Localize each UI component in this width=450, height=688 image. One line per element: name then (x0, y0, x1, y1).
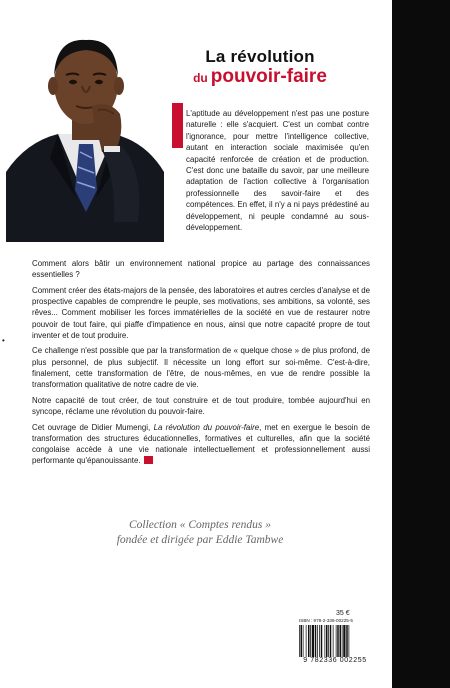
body-paragraph: Notre capacité de tout créer, de tout construire et de tout produire, tombée aujourd'hui en syncope, réclame une révolution du pouvoir-faire. (32, 395, 370, 416)
title-main: pouvoir-faire (210, 66, 327, 87)
collection-credit (60, 518, 340, 548)
book-title (160, 48, 360, 86)
title-line-1: La révolution (205, 47, 315, 66)
barcode (298, 625, 372, 665)
intro-paragraph: L'aptitude au développement n'est pas une posture naturelle : elle s'acquiert. C'est un combat contre l'ignorance, pour mettre l'intelligence collective, autant en interaction sociale maximisée qu'en capacité renforcée de création et de production. C'est donc une bataille du savoir, par une meilleure adaptation de l'action collective à l'organisation professionnelle des savoir-faire et des compétences. En effet, il n'y a ni pays prédestiné au développement, ni peuple condamné au sous-développement. (186, 109, 369, 233)
final-prefix: Cet ouvrage de Didier Mumengi, (32, 422, 154, 432)
accent-bar (172, 103, 183, 148)
isbn-label: ISBN : 978-2-336-00225-5 (299, 618, 353, 623)
price-label: 35 € (336, 610, 350, 617)
collection-line-1: Collection « Comptes rendus » (128, 519, 272, 531)
final-suffix: , met en exergue le besoin de transformation des structures éducationnelles, formatives et culturelles, afin que la société congolaise accède à une vie nationale intellectuellement et professionnellement aussi performante qu'épanouissante. (32, 422, 370, 466)
body-text (32, 252, 370, 471)
book-spine (392, 0, 450, 688)
end-mark (144, 456, 153, 464)
final-book-title: La révolution du pouvoir-faire (153, 422, 260, 432)
margin-bullet: • (2, 336, 5, 345)
body-paragraph: Comment alors bâtir un environnement national propice au partage des connaissances essentielles ? (32, 259, 370, 280)
final-paragraph (32, 422, 370, 467)
author-portrait (6, 22, 164, 242)
title-prefix: du (193, 71, 208, 85)
body-paragraph: Comment créer des états-majors de la pensée, des laboratoires et autres cercles d'analyse et de prospective capables de comprendre le peuple, ses motivations, ses ambitions, sa volonté, ses rêves... Comment mobiliser les forces immatérielles de la société en vue de restaurer notre pouvoir de tout faire, qui piaffe d'impatience en nous, ainsi que notre capacité propre de tout inventer et de tout produire. (32, 285, 370, 340)
barcode-number: 9 782336 002255 (303, 657, 367, 664)
collection-line-2: fondée et dirigée par Eddie Tambwe (116, 534, 284, 546)
title-line-2 (160, 67, 360, 86)
barcode-bars (298, 625, 372, 657)
body-paragraph: Ce challenge n'est possible que par la transformation de « quelque chose » de plus profond, de plus personnel, de plus subjectif. Il nécessite un long effort sur soi-même. C'est-à-dire, finalement, cette transformation de l'être, de nous-mêmes, en vue de rendre possible la transformation qualitative de notre cadre de vie. (32, 346, 370, 390)
